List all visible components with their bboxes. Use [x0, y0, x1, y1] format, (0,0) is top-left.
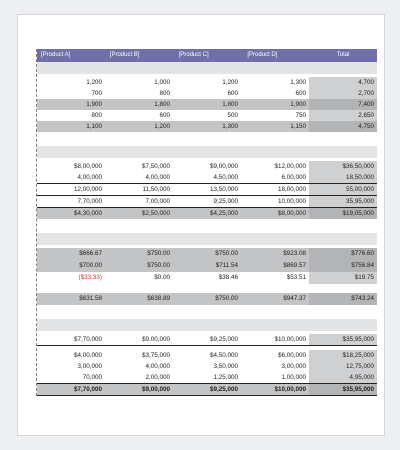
table-cell: 1,25,000 — [213, 374, 238, 381]
spreadsheet-table — [36, 49, 377, 396]
table-cell: 6,00,000 — [281, 174, 306, 181]
table-cell-total: 7,400 — [309, 99, 377, 110]
table-cell: $10,00,000 — [274, 336, 306, 343]
table-cell-negative: ($33.33) — [78, 274, 102, 281]
table-cell: 1,000 — [154, 79, 170, 86]
table-cell: $750.00 — [147, 250, 170, 257]
table-cell: $8,00,000 — [73, 163, 102, 170]
table-cell: $9,00,000 — [141, 386, 170, 393]
table-cell: $750.00 — [215, 295, 238, 302]
table-row — [37, 293, 377, 305]
table-cell: $53.51 — [286, 274, 306, 281]
header-product-c: [Product C] — [178, 52, 209, 58]
spacer — [37, 219, 377, 233]
table-cell: 1,200 — [222, 79, 238, 86]
table-cell: $6,00,000 — [277, 352, 306, 359]
table-cell: 4,00,000 — [77, 174, 102, 181]
table-cell: $700.00 — [79, 262, 102, 269]
table-cell: $9,25,000 — [209, 336, 238, 343]
table-row — [37, 110, 377, 121]
table-cell: $947.37 — [283, 295, 306, 302]
table-cell: 2,00,000 — [145, 374, 170, 381]
table-cell: 1,00,000 — [281, 374, 306, 381]
table-row — [37, 161, 377, 172]
section-1-header-bar — [37, 62, 377, 74]
table-cell: $711.54 — [215, 262, 238, 269]
table-cell: 1,800 — [222, 101, 238, 108]
table-cell: 750 — [295, 112, 306, 119]
table-cell-total: 4,700 — [309, 77, 377, 88]
table-cell-total: 2,700 — [309, 88, 377, 99]
table-cell: 9,25,000 — [213, 198, 238, 205]
table-cell: 1,150 — [290, 123, 306, 130]
table-cell: $923.08 — [283, 250, 306, 257]
header-product-b: [Product B] — [109, 52, 140, 58]
table-row — [37, 184, 377, 196]
table-cell: 18,00,000 — [277, 186, 306, 193]
table-cell: 7,70,000 — [77, 198, 102, 205]
table-cell: $9,00,000 — [141, 336, 170, 343]
table-cell: 600 — [295, 90, 306, 97]
table-cell: 1,200 — [154, 123, 170, 130]
table-cell-total: 12,75,000 — [309, 361, 377, 372]
document-page — [17, 14, 385, 436]
table-cell: $0.00 — [154, 274, 170, 281]
table-cell: $7,70,000 — [73, 336, 102, 343]
table-row — [37, 77, 377, 88]
header-row — [37, 49, 377, 62]
table-cell: 3,50,000 — [213, 363, 238, 370]
table-cell-total: $35,95,000 — [309, 334, 377, 345]
table-cell-total: $776.60 — [309, 248, 377, 260]
table-cell: $750.00 — [147, 262, 170, 269]
table-cell-total: 4,750 — [309, 121, 377, 132]
table-cell-total: 2,650 — [309, 110, 377, 121]
table-cell-total: $19.75 — [309, 272, 377, 284]
table-cell: $4,25,000 — [209, 210, 238, 217]
table-cell: 1,900 — [86, 101, 102, 108]
table-cell: 13,50,000 — [209, 186, 238, 193]
spacer — [37, 132, 377, 146]
table-row-grand-total — [37, 384, 377, 396]
table-row — [37, 248, 377, 260]
header-product-a: [Product A] — [41, 52, 71, 58]
table-row — [37, 372, 377, 384]
table-cell: 1,800 — [154, 101, 170, 108]
table-cell: $7,70,000 — [73, 386, 102, 393]
table-cell: 12,00,000 — [73, 186, 102, 193]
table-row — [37, 196, 377, 208]
table-cell: $4,50,000 — [209, 352, 238, 359]
table-cell: 800 — [91, 112, 102, 119]
table-cell: $4,30,000 — [73, 210, 102, 217]
table-row — [37, 334, 377, 346]
table-cell: 1,300 — [222, 123, 238, 130]
table-cell: 500 — [227, 112, 238, 119]
table-cell: $9,25,000 — [209, 386, 238, 393]
table-cell-total: 55,00,000 — [309, 184, 377, 195]
table-cell: $3,75,000 — [141, 352, 170, 359]
table-cell-total: $19,05,000 — [309, 208, 377, 219]
table-cell: 4,00,000 — [145, 363, 170, 370]
table-cell: $666.67 — [79, 250, 102, 257]
table-cell: 3,00,000 — [281, 363, 306, 370]
table-cell-total: 35,95,000 — [309, 196, 377, 207]
table-cell: 800 — [159, 90, 170, 97]
table-cell: 700 — [91, 90, 102, 97]
section-4-header-bar — [37, 319, 377, 331]
table-cell: $638.89 — [147, 295, 170, 302]
table-cell: 1,200 — [86, 79, 102, 86]
section-3-header-bar — [37, 233, 377, 245]
table-cell-total: $743.24 — [309, 293, 377, 305]
header-total: Total — [336, 52, 350, 58]
table-row — [37, 172, 377, 184]
table-cell: 11,50,000 — [142, 186, 170, 193]
table-cell: $12,00,000 — [274, 163, 306, 170]
table-row — [37, 121, 377, 132]
table-cell: $7,50,000 — [141, 163, 170, 170]
table-cell: $38.46 — [218, 274, 238, 281]
table-cell-total: $35,95,000 — [309, 384, 377, 395]
table-row — [37, 88, 377, 99]
table-cell: 4,00,000 — [145, 174, 170, 181]
table-row — [37, 260, 377, 272]
table-cell: $10,00,000 — [274, 386, 306, 393]
table-cell-total: 4,95,000 — [309, 372, 377, 383]
header-product-d: [Product D] — [247, 52, 278, 58]
table-row — [37, 208, 377, 219]
table-cell: 1,300 — [290, 79, 306, 86]
table-cell-total: $18,25,000 — [309, 350, 377, 361]
table-row — [37, 350, 377, 361]
table-cell: $2,50,000 — [141, 210, 170, 217]
table-cell: $4,00,000 — [73, 352, 102, 359]
table-cell: 4,50,000 — [213, 174, 238, 181]
table-cell-total: 18,50,000 — [309, 172, 377, 183]
table-cell: $631.58 — [79, 295, 102, 302]
section-2-header-bar — [37, 146, 377, 158]
table-cell: 600 — [227, 90, 238, 97]
table-cell: 7,00,000 — [145, 198, 170, 205]
table-row — [37, 272, 377, 284]
spacer — [37, 305, 377, 319]
table-cell: $8,00,000 — [277, 210, 306, 217]
table-cell: $9,00,000 — [209, 163, 238, 170]
table-cell-total: $36,50,000 — [309, 161, 377, 172]
table-cell: 70,000 — [82, 374, 102, 381]
table-cell: $869.57 — [283, 262, 306, 269]
table-cell-total: $756.84 — [309, 260, 377, 272]
spacer — [37, 284, 377, 293]
table-cell: 10,00,000 — [277, 198, 306, 205]
table-cell: 600 — [159, 112, 170, 119]
table-cell: $750.00 — [215, 250, 238, 257]
table-row — [37, 361, 377, 372]
table-cell: 1,100 — [86, 123, 102, 130]
table-row — [37, 99, 377, 110]
table-cell: 1,900 — [290, 101, 306, 108]
table-cell: 3,00,000 — [77, 363, 102, 370]
